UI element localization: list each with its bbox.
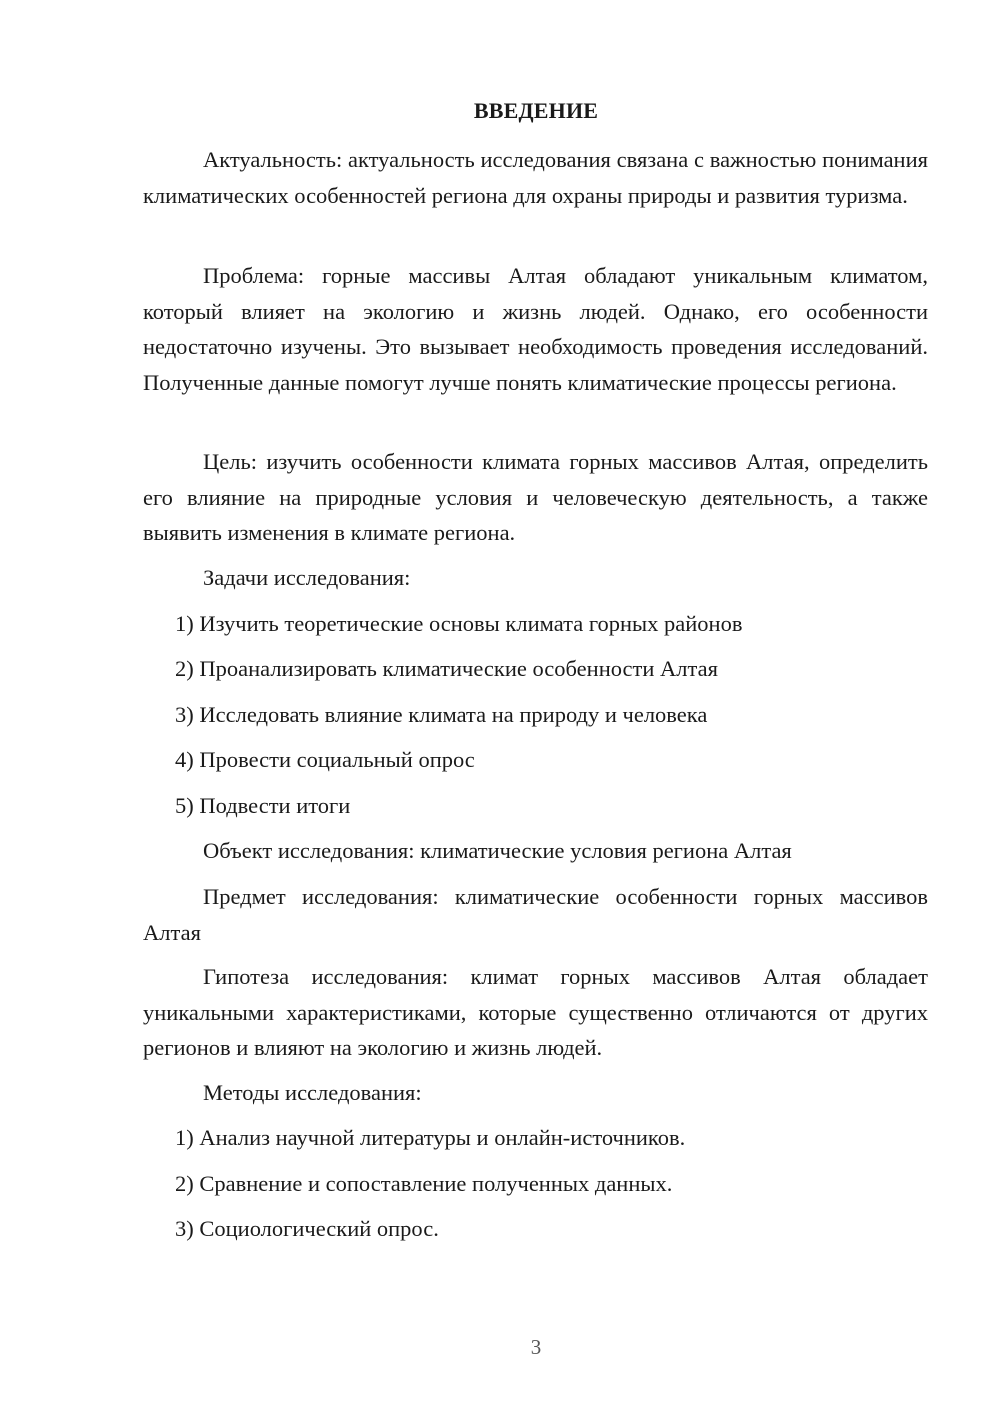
problem-paragraph: Проблема: горные массивы Алтая обладают уникальным климатом, который влияет на экологию и жизнь людей. Однако, его особенности недостаточно изучены. Это вызывает необходимость проведения исследований. Полученные данные помогут лучше понять климатические процессы региона. xyxy=(143,263,928,395)
tasks-heading: Задачи исследования: xyxy=(203,565,411,590)
method-item: 1) Анализ научной литературы и онлайн-источников. xyxy=(175,1125,686,1150)
task-item: 3) Исследовать влияние климата на природу и человека xyxy=(175,702,708,727)
task-item: 2) Проанализировать климатические особенности Алтая xyxy=(175,656,718,681)
subject-paragraph: Предмет исследования: климатические особенности горных массивов Алтая xyxy=(143,884,928,945)
task-item: 1) Изучить теоретические основы климата горных районов xyxy=(175,611,743,636)
method-item: 3) Социологический опрос. xyxy=(175,1216,439,1241)
page-title: ВВЕДЕНИЕ xyxy=(473,98,599,123)
method-item: 2) Сравнение и сопоставление полученных данных. xyxy=(175,1171,673,1196)
relevance-paragraph: Актуальность: актуальность исследования связана с важностью понимания климатических особенностей региона для охраны природы и развития туризма. xyxy=(143,147,928,208)
task-item: 5) Подвести итоги xyxy=(175,793,351,818)
page-number: 3 xyxy=(530,1335,542,1359)
hypothesis-paragraph: Гипотеза исследования: климат горных массивов Алтая обладает уникальными характеристиками, которые существенно отличаются от других регионов и влияют на экологию и жизнь людей. xyxy=(143,964,928,1060)
task-item: 4) Провести социальный опрос xyxy=(175,747,475,772)
object-line: Объект исследования: климатические условия региона Алтая xyxy=(203,838,792,863)
goal-paragraph: Цель: изучить особенности климата горных массивов Алтая, определить его влияние на природные условия и человеческую деятельность, а также выявить изменения в климате региона. xyxy=(143,449,928,545)
methods-heading: Методы исследования: xyxy=(203,1080,422,1105)
